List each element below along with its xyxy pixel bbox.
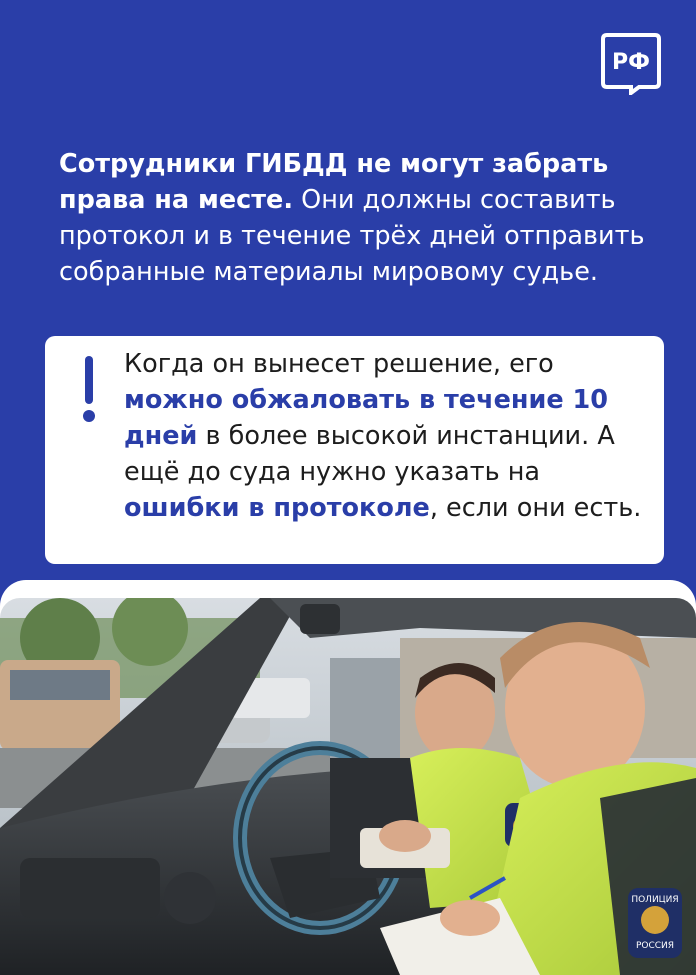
lead-rest: Они должны составить протокол и в течение трёх дней отправить собранные материалы мировому судье. bbox=[59, 185, 645, 287]
notice-text bbox=[124, 346, 644, 526]
photo-police-officers bbox=[0, 598, 696, 975]
exclamation-icon bbox=[85, 356, 93, 404]
notice-part1: Когда он вынесет решение, его bbox=[124, 349, 554, 379]
notice-highlight-appeal: можно обжаловать в течение 10 дней bbox=[124, 385, 609, 451]
logo-text: РФ bbox=[612, 50, 650, 75]
lead-bold: Сотрудники ГИБДД не могут забрать права на месте. bbox=[59, 149, 609, 215]
lead-paragraph bbox=[59, 146, 649, 290]
rf-logo bbox=[601, 31, 661, 95]
badge-text-russia: РОССИЯ bbox=[635, 941, 675, 951]
notice-highlight-errors: ошибки в протоколе bbox=[124, 493, 430, 523]
notice-part3: , если они есть. bbox=[429, 493, 642, 523]
exclamation-dot-icon bbox=[83, 410, 95, 422]
notice-part2: в более высокой инстанции. А ещё до суда нужно указать на bbox=[124, 421, 615, 487]
badge-text-police: ПОЛИЦИЯ bbox=[631, 895, 679, 905]
